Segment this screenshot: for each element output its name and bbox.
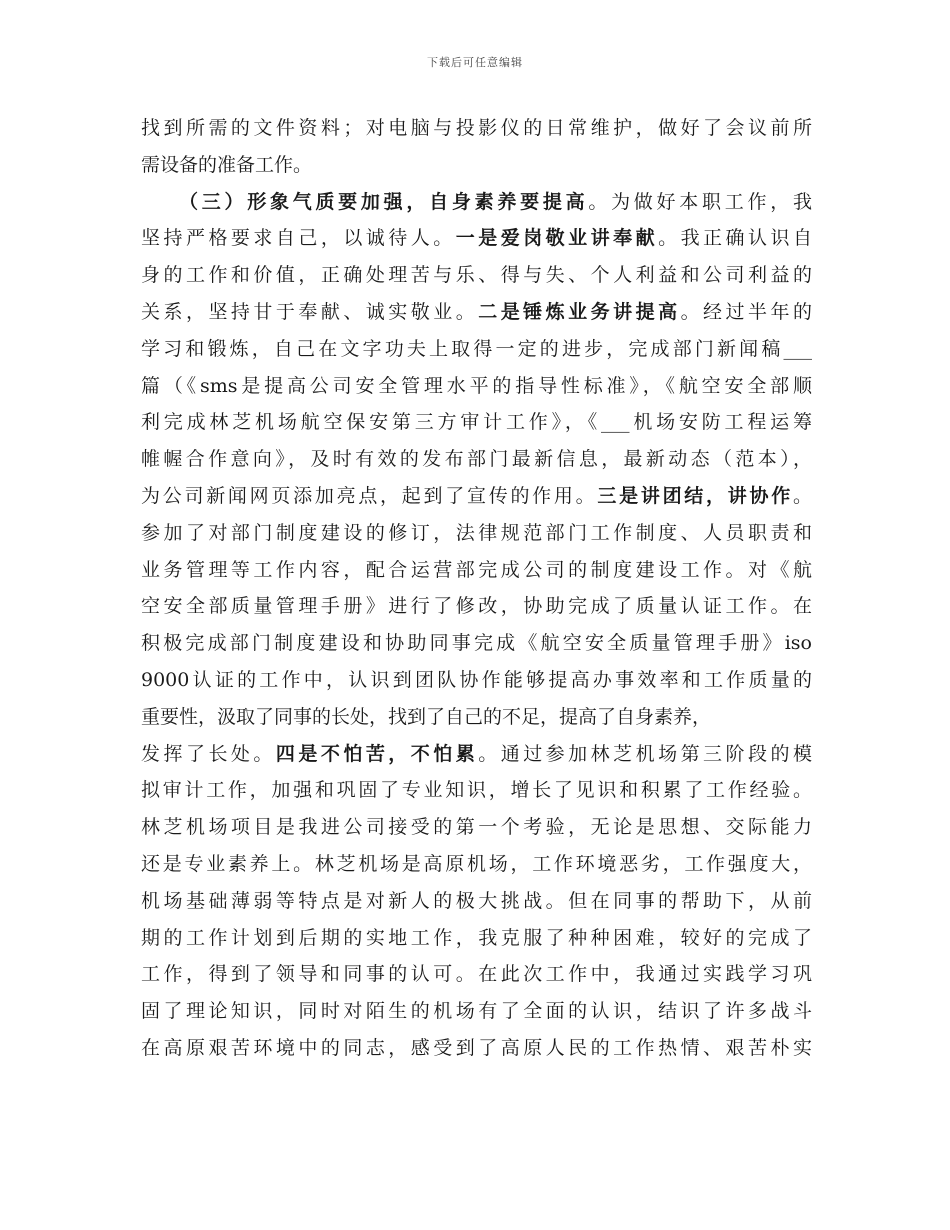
- text-segment: 。我正确认识自: [658, 227, 812, 250]
- paragraph-line: [141, 736, 812, 773]
- text-segment: 。: [792, 484, 812, 507]
- paragraph-line: [141, 331, 812, 368]
- bold-text-segment: 四是不怕苦，不怕累: [275, 742, 479, 765]
- paragraph-line: [141, 588, 812, 625]
- text-segment: 为公司新闻网页添加亮点，起到了宣传的作用。: [141, 484, 598, 507]
- text-segment: 空安全部质量管理手册》进行了修改，协助完成了质量认证工作。在: [141, 595, 812, 618]
- text-segment: 拟审计工作，加强和巩固了专业知识，增长了见识和积累了工作经验。: [141, 779, 812, 802]
- paragraph-line: [141, 441, 812, 478]
- text-segment: 关系，坚持甘于奉献、诚实敬业。: [141, 300, 479, 323]
- paragraph-line: [141, 257, 812, 294]
- paragraph-line: [141, 625, 812, 662]
- page-header: 下载后可任意编辑: [427, 56, 523, 69]
- text-segment: 参加了对部门制度建设的修订，法律规范部门工作制度、人员职责和: [141, 521, 812, 544]
- bold-text-segment: 二是锤炼业务讲提高: [478, 300, 681, 323]
- text-segment: 学习和锻炼，自己在文字功夫上取得一定的进步，完成部门新闻稿___: [141, 337, 812, 360]
- paragraph-line: [141, 809, 812, 846]
- text-segment: 9000认证的工作中，认识到团队协作能够提高办事效率和工作质量的: [141, 668, 812, 691]
- text-segment: 工作，得到了领导和同事的认可。在此次工作中，我通过实践学习巩: [141, 963, 812, 986]
- paragraph-line: [141, 699, 812, 736]
- text-segment: 坚持严格要求自己，以诚待人。: [141, 227, 456, 250]
- text-segment: 业务管理等工作内容，配合运营部完成公司的制度建设工作。对《航: [141, 558, 812, 581]
- paragraph-line: [141, 184, 812, 221]
- text-segment: 。经过半年的: [680, 300, 812, 323]
- bold-text-segment: 一是爱岗敬业讲奉献: [455, 227, 659, 250]
- text-segment: 找到所需的文件资料；对电脑与投影仪的日常维护，做好了会议前所: [141, 117, 812, 139]
- paragraph-line: [141, 294, 812, 331]
- paragraph-line: [141, 552, 812, 589]
- text-segment: 帷幄合作意向》，及时有效的发布部门最新信息，最新动态（范本），: [141, 448, 812, 471]
- paragraph-line: [141, 220, 812, 257]
- paragraph-line: [141, 956, 812, 993]
- document-body: [141, 110, 812, 1067]
- paragraph-line: [141, 993, 812, 1030]
- paragraph-line: [141, 920, 812, 957]
- text-segment: 。通过参加林芝机场第三阶段的模: [478, 742, 812, 765]
- text-segment: 重要性，汲取了同事的长处，找到了自己的不足，提高了自身素养，: [141, 705, 712, 728]
- text-segment: 篇（《sms是提高公司安全管理水平的指导性标准》，《航空安全部顺: [141, 374, 812, 397]
- paragraph-line: [141, 368, 812, 405]
- text-segment: 在高原艰苦环境中的同志，感受到了高原人民的工作热情、艰苦朴实: [141, 1036, 812, 1059]
- paragraph-line: [141, 110, 812, 147]
- paragraph-line: [141, 846, 812, 883]
- paragraph-line: [141, 404, 812, 441]
- text-segment: 。为做好本职工作，我: [588, 190, 812, 213]
- paragraph-line: [141, 772, 812, 809]
- text-segment: 固了理论知识，同时对陌生的机场有了全面的认识，结识了许多战斗: [141, 1000, 812, 1023]
- paragraph-line: [141, 883, 812, 920]
- text-segment: 还是专业素养上。林芝机场是高原机场，工作环境恶劣，工作强度大，: [141, 852, 812, 875]
- paragraph-line: [141, 478, 812, 515]
- text-segment: 林芝机场项目是我进公司接受的第一个考验，无论是思想、交际能力: [141, 816, 812, 839]
- text-segment: 需设备的准备工作。: [141, 153, 313, 176]
- bold-text-segment: 三是讲团结，讲协作: [597, 484, 793, 507]
- text-segment: 发挥了长处。: [141, 742, 276, 765]
- paragraph-line: [141, 147, 812, 184]
- text-segment: 积极完成部门制度建设和协助同事完成《航空安全质量管理手册》iso: [141, 632, 812, 655]
- text-segment: 利完成林芝机场航空保安第三方审计工作》，《___机场安防工程运筹: [141, 411, 812, 434]
- paragraph-line: [141, 515, 812, 552]
- paragraph-line: [141, 1030, 812, 1067]
- text-segment: 机场基础薄弱等特点是对新人的极大挑战。但在同事的帮助下，从前: [141, 889, 812, 912]
- paragraph-line: [141, 662, 812, 699]
- bold-text-segment: （三）形象气质要加强，自身素养要提高: [179, 190, 589, 213]
- text-segment: 期的工作计划到后期的实地工作，我克服了种种困难，较好的完成了: [141, 926, 812, 949]
- text-segment: 身的工作和价值，正确处理苦与乐、得与失、个人利益和公司利益的: [141, 264, 812, 287]
